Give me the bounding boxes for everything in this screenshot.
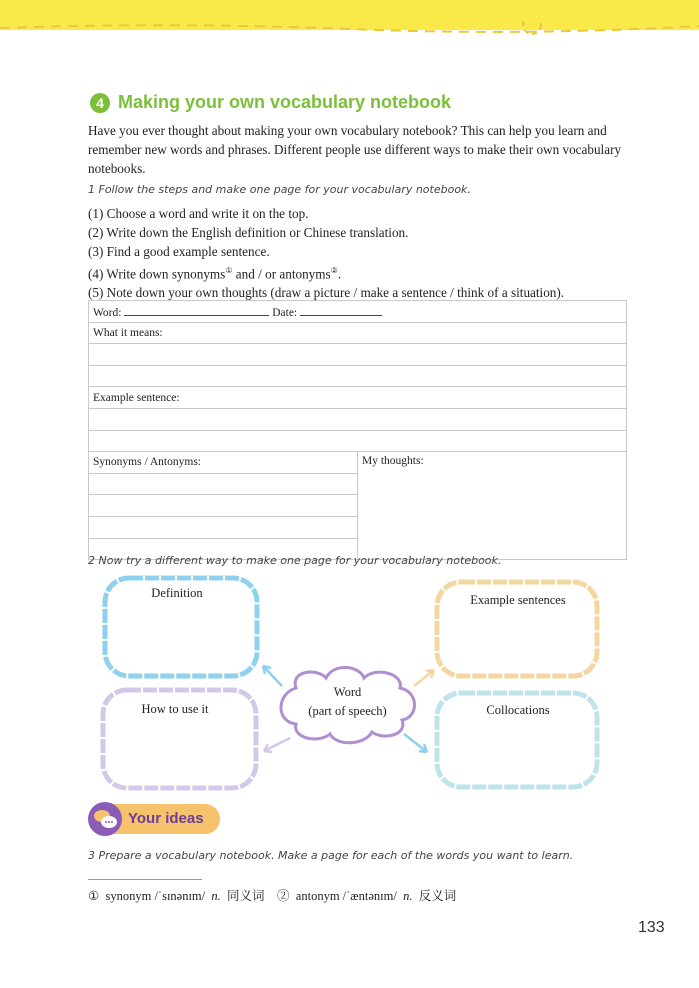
- step-5: (5) Note down your own thoughts (draw a picture / make a sentence / think of a situation).: [88, 285, 565, 301]
- step-3: (3) Find a good example sentence.: [88, 244, 270, 259]
- footnote-divider: [88, 879, 202, 880]
- footnote-1-mark: ①: [88, 889, 100, 903]
- arrow-to-how-to-use: [264, 738, 290, 752]
- task1-instruction: 1 Follow the steps and make one page for your vocabulary notebook.: [88, 183, 471, 196]
- how-to-use-label: How to use it: [141, 702, 209, 716]
- your-ideas-badge: [88, 802, 220, 834]
- synonyms-line-3[interactable]: [89, 516, 358, 538]
- step-2: (2) Write down the English definition or Chinese translation.: [88, 225, 409, 240]
- section-heading: [90, 92, 451, 113]
- section-title: Making your own vocabulary notebook: [118, 92, 452, 112]
- footnote-1-ipa: /ˈsɪnənɪm/: [154, 889, 206, 903]
- center-word-label: Word: [333, 685, 362, 699]
- step-4: [88, 261, 564, 283]
- means-line-2[interactable]: [89, 365, 627, 387]
- date-blank[interactable]: [300, 304, 382, 316]
- example-label: Example sentence:: [89, 387, 627, 409]
- date-label: Date:: [272, 306, 298, 319]
- synonyms-line-1[interactable]: [89, 473, 358, 495]
- arrow-to-collocations: [404, 734, 427, 752]
- step-1: (1) Choose a word and write it on the top.: [88, 206, 309, 221]
- section-number-badge: 4: [90, 93, 110, 113]
- intro-paragraph: Have you ever thought about making your own vocabulary notebook? This can help you learn and remember new words and phrases. Different people use different ways to make their own vocabulary notebooks.: [88, 123, 622, 176]
- footnote-2-chinese: 反义词: [418, 889, 457, 903]
- word-label: Word:: [93, 306, 122, 319]
- footnote-1-chinese: 同义词: [227, 889, 265, 903]
- word-blank[interactable]: [124, 304, 269, 316]
- center-pos-label: (part of speech): [308, 704, 387, 718]
- step-4-text-c: .: [337, 266, 342, 282]
- arrow-to-examples: [414, 670, 434, 686]
- footnote-ref-2: ②: [330, 266, 338, 275]
- footnote-2-mark: ②: [277, 889, 290, 903]
- arrow-to-definition: [263, 666, 282, 686]
- task3-instruction: 3 Prepare a vocabulary notebook. Make a page for each of the words you want to learn.: [88, 849, 574, 862]
- footnote-ref-1: ①: [225, 266, 233, 275]
- footnote-2-ipa: /ˈæntənɪm/: [342, 889, 397, 903]
- steps-list: [88, 204, 564, 302]
- examples-label: Example sentences: [470, 593, 566, 607]
- speech-bubbles-icon: [88, 802, 122, 836]
- thoughts-label: My thoughts:: [362, 455, 424, 468]
- means-line-1[interactable]: [89, 344, 627, 366]
- thoughts-cell[interactable]: [358, 452, 627, 560]
- synonyms-label: Synonyms / Antonyms:: [89, 452, 358, 474]
- means-label: What it means:: [89, 322, 627, 344]
- page-number: 133: [638, 919, 665, 936]
- definition-label: Definition: [151, 586, 203, 600]
- step-4-text-a: (4) Write down synonyms: [88, 266, 226, 282]
- footnote-1-pos: n.: [211, 889, 221, 903]
- footnote-2-pos: n.: [403, 889, 413, 903]
- step-4-text-b: and / or antonyms: [232, 266, 331, 282]
- collocations-label: Collocations: [486, 703, 550, 717]
- header-wave-decoration: [0, 20, 699, 42]
- your-ideas-title: Your ideas: [128, 810, 204, 827]
- task2-instruction: 2 Now try a different way to make one page for your vocabulary notebook.: [88, 554, 502, 567]
- synonyms-line-2[interactable]: [89, 495, 358, 517]
- footnote-2-word: antonym: [295, 889, 340, 903]
- example-line-1[interactable]: [89, 408, 627, 430]
- example-line-2[interactable]: [89, 430, 627, 452]
- word-date-row: [89, 301, 627, 323]
- footnotes: [88, 886, 456, 904]
- footnote-1-word: synonym: [105, 889, 152, 903]
- vocabulary-form-table: [88, 300, 627, 560]
